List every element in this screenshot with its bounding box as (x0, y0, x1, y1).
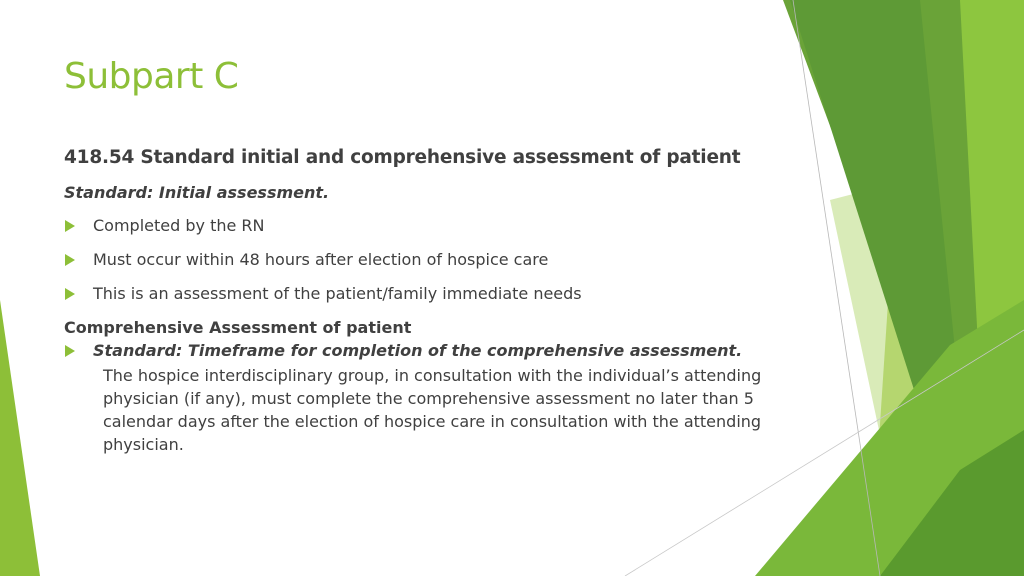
arrow-bullet-icon (65, 254, 75, 266)
arrow-bullet-icon (65, 345, 75, 357)
bullet-text: This is an assessment of the patient/family immediate needs (93, 284, 582, 303)
comprehensive-body-text: The hospice interdisciplinary group, in consultation with the individual’s attending physician (if any), must complete the comprehensive assessment no later than 5 calendar days after the election of hospice care in consultation with the attending physician. (103, 366, 762, 454)
bullet-text: Must occur within 48 hours after election of hospice care (93, 250, 549, 269)
comprehensive-heading: Comprehensive Assessment of patient (64, 318, 412, 337)
arrow-bullet-icon (65, 220, 75, 232)
comprehensive-standard: Standard: Timeframe for completion of the comprehensive assessment. (93, 341, 743, 360)
list-item (64, 250, 548, 269)
section-heading: 418.54 Standard initial and comprehensive assessment of patient (64, 147, 741, 168)
list-item (64, 216, 265, 235)
initial-assessment-standard: Standard: Initial assessment. (64, 183, 330, 202)
list-item (64, 284, 582, 303)
slide-title: Subpart C (64, 56, 239, 97)
list-item (64, 341, 742, 360)
arrow-bullet-icon (65, 288, 75, 300)
bullet-text: Completed by the RN (93, 216, 265, 235)
